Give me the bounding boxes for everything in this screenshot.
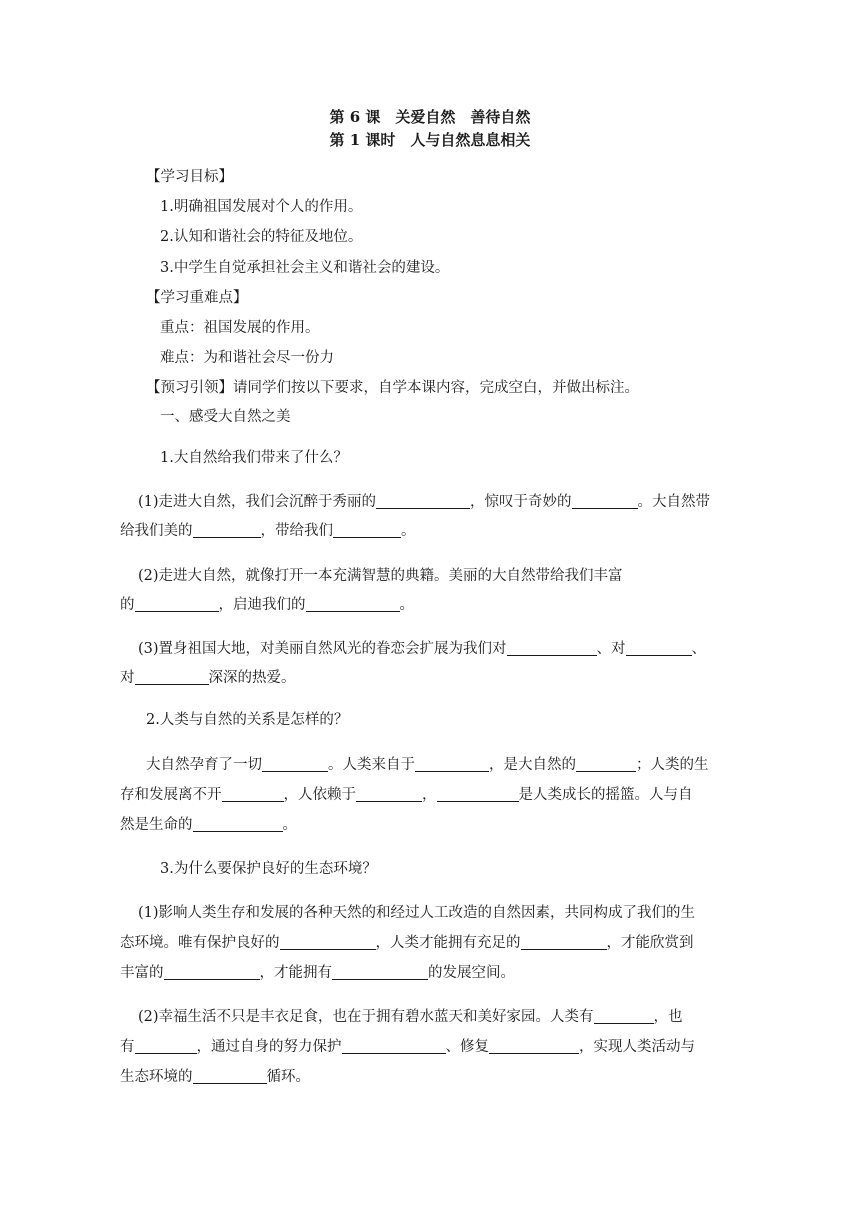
question-2: 2.人类与自然的关系是怎样的？ [146,712,349,728]
q3-p1-line1: (1)影响人类生存和发展的各种天然的和经过人工改造的自然因素，共同构成了我们的生 [138,905,696,921]
fill-blank[interactable] [342,1038,446,1054]
fill-blank[interactable] [135,1038,197,1054]
fill-blank[interactable] [262,756,328,772]
fill-blank[interactable] [376,493,470,509]
fill-blank[interactable] [626,640,692,656]
fill-blank[interactable] [193,522,261,538]
fill-blank[interactable] [332,964,428,980]
q2-line3: 然是生命的 。 [120,817,297,833]
fill-blank[interactable] [193,816,283,832]
keypoints-heading: 【学习重难点】 [146,290,248,306]
q3-p2-line1: (2)幸福生活不只是丰衣足食，也在于拥有碧水蓝天和美好家园。人类有 ，也 [138,1009,683,1025]
question-3: 3.为什么要保护良好的生态环境？ [160,861,377,877]
keypoint-difficult: 难点：为和谐社会尽一份力 [160,350,334,366]
q1-p2-line1: (2)走进大自然，就像打开一本充满智慧的典籍。美丽的大自然带给我们丰富 [138,568,623,584]
lesson-title: 第 6 课 关爱自然 善待自然 [329,108,531,126]
fill-blank[interactable] [333,522,401,538]
preview-instruction: 请同学们按以下要求，自学本课内容，完成空白，并做出标注。 [233,380,639,396]
q2-line1: 大自然孕育了一切 。人类来自于 ，是大自然的 ；人类的生 [146,757,709,773]
preview-line [146,376,639,397]
goal-item: 1.明确祖国发展对个人的作用。 [160,199,363,215]
section-heading: 一、感受大自然之美 [160,409,291,425]
fill-blank[interactable] [356,786,422,802]
keypoint-important: 重点：祖国发展的作用。 [160,320,320,336]
fill-blank[interactable] [135,669,209,685]
fill-blank[interactable] [594,1008,654,1024]
lesson-subtitle: 第 1 课时 人与自然息息相关 [329,131,531,149]
fill-blank[interactable] [572,493,638,509]
fill-blank[interactable] [437,786,519,802]
goal-item: 3.中学生自觉承担社会主义和谐社会的建设。 [160,260,450,276]
q2-line2: 存和发展离不开 ，人依赖于 ， 是人类成长的摇篮。人与自 [120,787,693,803]
q3-p1-line3: 丰富的 ，才能拥有 的发展空间。 [120,965,515,981]
q3-p2-line3: 生态环境的 循环。 [120,1069,310,1085]
fill-blank[interactable] [507,640,597,656]
fill-blank[interactable] [576,756,636,772]
q1-p1-line2: 给我们美的 ，带给我们 。 [120,523,416,539]
q1-p3-line1: (3)置身祖国大地，对美丽自然风光的眷恋会扩展为我们对 、对 、 [138,641,707,657]
question-1: 1.大自然给我们带来了什么？ [160,450,348,466]
fill-blank[interactable] [306,596,400,612]
q1-p2-line2: 的 ，启迪我们的 。 [120,597,414,613]
q1-p3-line2: 对 深深的热爱。 [120,670,296,686]
fill-blank[interactable] [489,1038,579,1054]
fill-blank[interactable] [521,934,607,950]
fill-blank[interactable] [222,786,284,802]
fill-blank[interactable] [193,1068,267,1084]
q3-p1-line2: 态环境。唯有保护良好的 ，人类才能拥有充足的 ，才能欣赏到 [120,935,694,951]
q1-p1-line1: (1)走进大自然，我们会沉醉于秀丽的 ，惊叹于奇妙的 。大自然带 [138,494,711,510]
preview-heading: 【预习引领】 [146,380,233,396]
fill-blank[interactable] [280,934,376,950]
goals-heading: 【学习目标】 [146,169,233,185]
q3-p2-line2: 有 ，通过自身的努力保护 、修复 ，实现人类活动与 [120,1039,695,1055]
goal-item: 2.认知和谐社会的特征及地位。 [160,229,363,245]
fill-blank[interactable] [415,756,489,772]
fill-blank[interactable] [164,964,260,980]
fill-blank[interactable] [135,596,219,612]
